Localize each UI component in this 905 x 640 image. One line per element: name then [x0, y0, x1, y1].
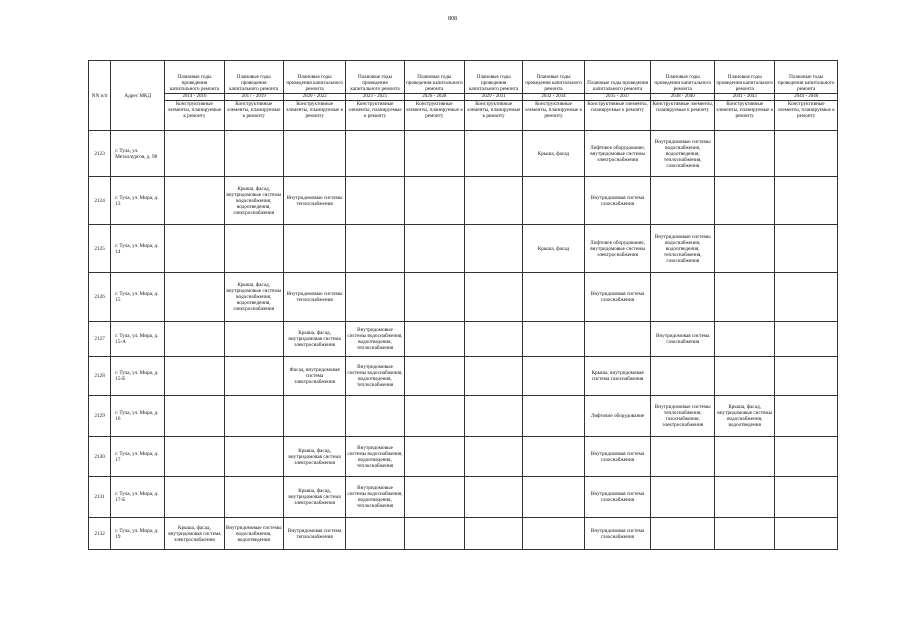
repair-elements-cell: [775, 396, 838, 437]
building-address: г. Тула, ул. Мира, д. 16: [111, 396, 165, 437]
repair-elements-cell: [346, 177, 404, 225]
repair-elements-cell: [404, 131, 464, 177]
repair-elements-cell: [715, 357, 775, 396]
building-address: г. Тула, ул. Мира, д. 19: [111, 518, 165, 550]
repair-elements-cell: [523, 357, 584, 396]
repair-elements-cell: [775, 437, 838, 477]
repair-elements-cell: Внутридомовые системы водоснабжения, водоотведения, теплоснабжения: [346, 477, 404, 518]
row-number: 2129: [89, 396, 111, 437]
repair-elements-cell: [651, 177, 715, 225]
repair-elements-cell: [715, 437, 775, 477]
elements-subheader: Конструктивные элементы, планируемые к ремонту: [283, 101, 346, 131]
repair-elements-cell: Внутридомовая система газоснабжения: [584, 177, 651, 225]
row-number: 2126: [89, 273, 111, 322]
repair-elements-cell: [523, 396, 584, 437]
period-title-header: Плановые годы проведения капитального ремонта: [775, 61, 838, 94]
num-column-header: NN п/п: [89, 61, 111, 131]
building-address: г. Тула, ул. Металлургов, д. 98: [111, 131, 165, 177]
repair-elements-cell: [224, 396, 283, 437]
row-number: 2132: [89, 518, 111, 550]
repair-elements-cell: [523, 273, 584, 322]
repair-elements-cell: [715, 322, 775, 357]
repair-elements-cell: Лифтовое оборудование, внутридомовые системы электроснабжения: [584, 225, 651, 273]
repair-elements-cell: [346, 518, 404, 550]
elements-subheader: Конструктивные элементы, планируемые к ремонту: [165, 101, 224, 131]
repair-elements-cell: [584, 322, 651, 357]
row-number: 2124: [89, 177, 111, 225]
page-number: 808: [448, 16, 457, 22]
period-years: 2041 - 2043: [715, 94, 775, 101]
row-number: 2123: [89, 131, 111, 177]
period-title-header: Плановые годы проведения капитального ремонта: [283, 61, 346, 94]
repair-elements-cell: [346, 131, 404, 177]
repair-elements-cell: [465, 177, 523, 225]
repair-elements-cell: [715, 273, 775, 322]
repair-elements-cell: Крыша, фасад, внутридомовая система электроснабжения: [165, 518, 224, 550]
header-row-periods: [89, 61, 838, 94]
elements-subheader: Конструктивные элементы, планируемые к ремонту: [465, 101, 523, 131]
repair-elements-cell: [523, 437, 584, 477]
repair-elements-cell: [224, 357, 283, 396]
table-row: [89, 396, 838, 437]
repair-elements-cell: [224, 437, 283, 477]
period-title-header: Плановые годы проведения капитального ремонта: [165, 61, 224, 94]
repair-elements-cell: [165, 225, 224, 273]
repair-elements-cell: [165, 322, 224, 357]
repair-elements-cell: [465, 437, 523, 477]
period-years: 2035 - 2037: [584, 94, 651, 101]
repair-elements-cell: [165, 396, 224, 437]
repair-elements-cell: Внутридомовые системы водоснабжения, водоотведения: [224, 518, 283, 550]
repair-elements-cell: Внутридомовая система теплоснабжения: [283, 518, 346, 550]
repair-elements-cell: [404, 518, 464, 550]
repair-elements-cell: [523, 518, 584, 550]
elements-subheader: Конструктивные элементы, планируемые к ремонту: [651, 101, 715, 131]
table-row: [89, 225, 838, 273]
repair-elements-cell: [651, 437, 715, 477]
elements-subheader: Конструктивные элементы, планируемые к ремонту: [404, 101, 464, 131]
repair-elements-cell: [715, 131, 775, 177]
repair-elements-cell: [715, 477, 775, 518]
table-row: [89, 273, 838, 322]
repair-elements-cell: Внутридомовые системы водоснабжения, водоотведения, теплоснабжения: [346, 357, 404, 396]
building-address: г. Тула, ул. Мира, д. 17: [111, 437, 165, 477]
repair-elements-cell: [404, 177, 464, 225]
repair-elements-cell: Крыша, внутридомовая система газоснабжения: [584, 357, 651, 396]
repair-elements-cell: [465, 396, 523, 437]
building-address: г. Тула, ул. Мира, д. 15: [111, 273, 165, 322]
period-years: 2044 - 2046: [775, 94, 838, 101]
repair-elements-cell: [775, 177, 838, 225]
elements-subheader: Конструктивные элементы, планируемые к ремонту: [584, 101, 651, 131]
repair-elements-cell: [404, 322, 464, 357]
building-address: г. Тула, ул. Мира, д. 15-Б: [111, 357, 165, 396]
building-address: г. Тула, ул. Мира, д. 17-Б: [111, 477, 165, 518]
table-row: [89, 437, 838, 477]
repair-elements-cell: [346, 273, 404, 322]
row-number: 2128: [89, 357, 111, 396]
building-address: г. Тула, ул. Мира, д. 14: [111, 225, 165, 273]
repair-elements-cell: [165, 273, 224, 322]
repair-elements-cell: [775, 477, 838, 518]
building-address: г. Тула, ул. Мира, д. 13: [111, 177, 165, 225]
repair-elements-cell: [404, 477, 464, 518]
repair-elements-cell: Внутридомовые системы водоснабжения, водоотведения, теплоснабжения: [346, 322, 404, 357]
table-row: [89, 477, 838, 518]
table-body: [89, 131, 838, 550]
repair-elements-cell: [651, 477, 715, 518]
building-address: г. Тула, ул. Мира, д. 15-А: [111, 322, 165, 357]
period-years: 2032 - 2034: [523, 94, 584, 101]
elements-subheader: Конструктивные элементы, планируемые к ремонту: [346, 101, 404, 131]
period-title-header: Плановые годы проведения капитального ремонта: [651, 61, 715, 94]
repair-elements-cell: [404, 357, 464, 396]
repair-elements-cell: [165, 437, 224, 477]
table-row: [89, 177, 838, 225]
repair-elements-cell: Внутридомовые системы теплоснабжения: [283, 177, 346, 225]
repair-elements-cell: Внутридомовая система газоснабжения: [651, 322, 715, 357]
repair-elements-cell: Внутридомовая система газоснабжения: [584, 273, 651, 322]
period-title-header: Плановые годы проведения капитального ремонта: [465, 61, 523, 94]
period-years: 2029 - 2031: [465, 94, 523, 101]
table-row: [89, 357, 838, 396]
period-years: 2020 - 2022: [283, 94, 346, 101]
repair-elements-cell: [224, 225, 283, 273]
repair-elements-cell: [465, 273, 523, 322]
repair-elements-cell: [465, 225, 523, 273]
repair-elements-cell: [346, 396, 404, 437]
period-years: 2017 - 2019: [224, 94, 283, 101]
address-column-header: Адрес МКД: [111, 61, 165, 131]
repair-elements-cell: [283, 131, 346, 177]
period-title-header: Плановые годы проведения капитального ремонта: [224, 61, 283, 94]
repair-elements-cell: [523, 322, 584, 357]
repair-elements-cell: Фасад, внутридомовая система электроснабжения: [283, 357, 346, 396]
repair-elements-cell: [404, 396, 464, 437]
repair-elements-cell: Крыша, фасад, внутридомовые системы водоснабжения, водоотведения, электроснабжения: [224, 273, 283, 322]
repair-elements-cell: Внутридомовые системы теплоснабжения, газоснабжения, электроснабжения: [651, 396, 715, 437]
period-title-header: Плановые годы проведения капитального ремонта: [523, 61, 584, 94]
period-title-header: Плановые годы проведения капитального ремонта: [584, 61, 651, 94]
repair-elements-cell: [165, 477, 224, 518]
row-number: 2131: [89, 477, 111, 518]
row-number: 2130: [89, 437, 111, 477]
capital-repair-plan-table: [88, 60, 838, 550]
repair-elements-cell: [346, 225, 404, 273]
repair-elements-cell: Крыша, фасад: [523, 131, 584, 177]
repair-elements-cell: [651, 273, 715, 322]
repair-elements-cell: [523, 177, 584, 225]
repair-elements-cell: [775, 322, 838, 357]
period-years: 2026 - 2028: [404, 94, 464, 101]
repair-elements-cell: [775, 357, 838, 396]
repair-elements-cell: Крыша, фасад, внутридомовая система электроснабжения: [283, 477, 346, 518]
repair-elements-cell: Крыша, фасад, внутридомовая система электроснабжения: [283, 322, 346, 357]
repair-elements-cell: [165, 177, 224, 225]
repair-elements-cell: [404, 437, 464, 477]
repair-elements-cell: Внутридомовые системы водоснабжения, водоотведения, теплоснабжения, газоснабжения: [651, 131, 715, 177]
repair-elements-cell: [465, 518, 523, 550]
repair-elements-cell: [283, 396, 346, 437]
row-number: 2127: [89, 322, 111, 357]
period-years: 2038 - 2040: [651, 94, 715, 101]
repair-elements-cell: [404, 225, 464, 273]
repair-elements-cell: [715, 518, 775, 550]
repair-elements-cell: Крыша, фасад, внутридомовые системы водоснабжения, водоотведения: [715, 396, 775, 437]
table-row: [89, 518, 838, 550]
repair-elements-cell: [465, 322, 523, 357]
repair-elements-cell: [465, 477, 523, 518]
row-number: 2125: [89, 225, 111, 273]
period-years: 2023 - 2025: [346, 94, 404, 101]
elements-subheader: Конструктивные элементы, планируемые к ремонту: [224, 101, 283, 131]
repair-elements-cell: [283, 225, 346, 273]
repair-elements-cell: Внутридомовая система газоснабжения: [584, 477, 651, 518]
period-title-header: Плановые годы проведения капитального ремонта: [346, 61, 404, 94]
repair-elements-cell: [523, 477, 584, 518]
elements-subheader: Конструктивные элементы, планируемые к ремонту: [775, 101, 838, 131]
repair-elements-cell: [165, 131, 224, 177]
repair-elements-cell: Внутридомовая система газоснабжения: [584, 437, 651, 477]
repair-elements-cell: Внутридомовые системы теплоснабжения: [283, 273, 346, 322]
repair-elements-cell: Лифтовое оборудование: [584, 396, 651, 437]
repair-elements-cell: Крыша, фасад, внутридомовые системы водоснабжения, водоотведения, электроснабжения: [224, 177, 283, 225]
repair-elements-cell: [775, 273, 838, 322]
repair-elements-cell: [715, 177, 775, 225]
header-row-elements: [89, 101, 838, 131]
repair-elements-cell: [165, 357, 224, 396]
repair-elements-cell: [775, 225, 838, 273]
repair-elements-cell: [775, 131, 838, 177]
repair-elements-cell: Внутридомовые системы водоснабжения, водоотведения, теплоснабжения: [346, 437, 404, 477]
repair-elements-cell: Крыша, фасад, внутридомовая система электроснабжения: [283, 437, 346, 477]
repair-elements-cell: Внутридомовые системы водоснабжения, водоотведения, теплоснабжения, газоснабжения: [651, 225, 715, 273]
repair-elements-cell: [465, 131, 523, 177]
repair-elements-cell: [651, 357, 715, 396]
repair-elements-cell: [224, 322, 283, 357]
repair-elements-cell: [224, 131, 283, 177]
repair-elements-cell: [224, 477, 283, 518]
repair-elements-cell: [651, 518, 715, 550]
period-title-header: Плановые годы проведения капитального ремонта: [715, 61, 775, 94]
repair-elements-cell: Лифтовое оборудование, внутридомовые системы электроснабжения: [584, 131, 651, 177]
repair-elements-cell: [775, 518, 838, 550]
elements-subheader: Конструктивные элементы, планируемые к ремонту: [523, 101, 584, 131]
table-row: [89, 131, 838, 177]
period-title-header: Плановые годы проведения капитального ремонта: [404, 61, 464, 94]
repair-elements-cell: [715, 225, 775, 273]
header-row-years: [89, 94, 838, 101]
table-row: [89, 322, 838, 357]
repair-elements-cell: [404, 273, 464, 322]
elements-subheader: Конструктивные элементы, планируемые к ремонту: [715, 101, 775, 131]
repair-elements-cell: Крыша, фасад: [523, 225, 584, 273]
repair-elements-cell: Внутридомовая система газоснабжения: [584, 518, 651, 550]
period-years: 2014 - 2016: [165, 94, 224, 101]
repair-elements-cell: [465, 357, 523, 396]
